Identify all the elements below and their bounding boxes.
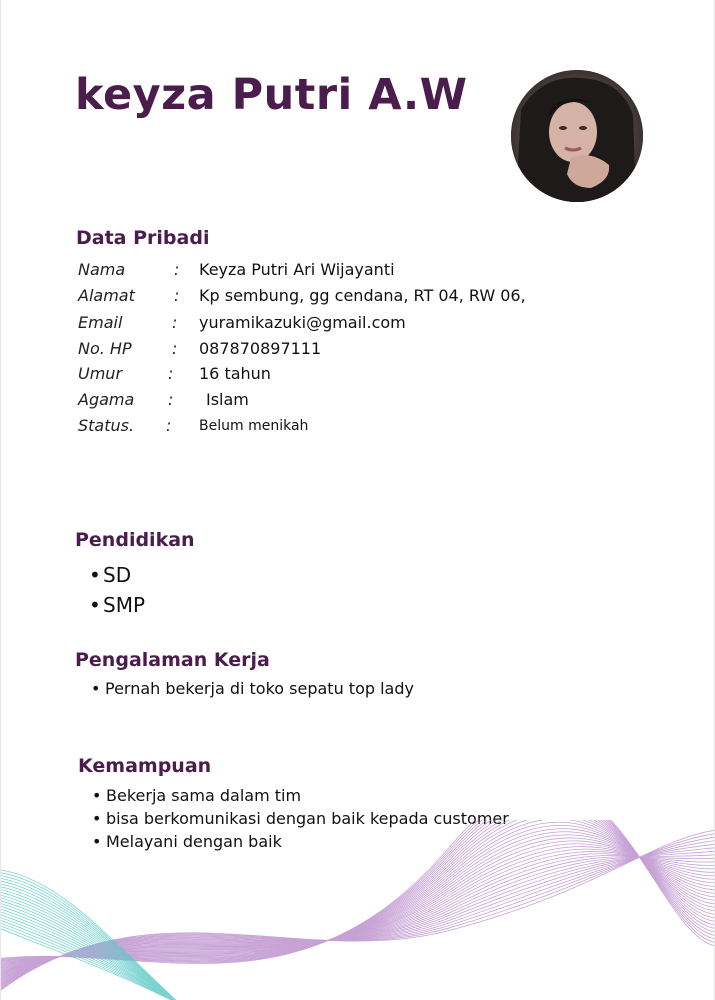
row-colon: : <box>174 286 180 305</box>
row-label: No. HP <box>78 339 132 358</box>
decorative-wave-lines <box>1 820 715 1000</box>
row-colon: : <box>174 260 180 279</box>
personal-row-status <box>1 416 715 440</box>
row-value: Belum menikah <box>199 418 309 434</box>
wave-line <box>1 857 715 982</box>
row-colon: : <box>166 416 172 435</box>
row-label: Status. <box>78 416 135 435</box>
personal-row-email <box>1 313 715 337</box>
row-label: Agama <box>78 390 135 409</box>
wave-line <box>1 837 715 988</box>
pengalaman-list <box>105 678 414 700</box>
list-item: • bisa berkomunikasi dengan baik kepada customer <box>106 807 509 830</box>
profile-photo-image <box>511 70 643 202</box>
wave-line <box>1 855 715 980</box>
row-label: Umur <box>78 364 123 383</box>
row-label: Nama <box>78 260 126 279</box>
section-title-pengalaman-kerja: Pengalaman Kerja <box>75 649 270 671</box>
list-item: • Bekerja sama dalam tim <box>106 784 509 807</box>
personal-row-umur <box>1 364 715 388</box>
row-label: Email <box>78 313 123 332</box>
personal-row-nama <box>1 260 715 284</box>
pendidikan-list <box>103 560 145 620</box>
cv-name-title: keyza Putri A.W <box>75 70 468 120</box>
personal-row-agama <box>1 390 715 414</box>
list-item: • Melayani dengan baik <box>106 830 509 853</box>
section-title-data-pribadi: Data Pribadi <box>76 227 210 249</box>
list-item: • Pernah bekerja di toko sepatu top lady <box>105 678 414 700</box>
list-item: • SD <box>103 560 145 590</box>
row-value: yuramikazuki@gmail.com <box>199 313 406 332</box>
row-value: 087870897111 <box>199 339 322 358</box>
personal-row-no-hp <box>1 339 715 363</box>
profile-photo <box>511 70 643 202</box>
row-value: Islam <box>206 390 249 409</box>
row-value: Keyza Putri Ari Wijayanti <box>199 260 395 279</box>
row-colon: : <box>168 390 174 409</box>
row-label: Alamat <box>78 286 135 305</box>
row-value: 16 tahun <box>199 364 271 383</box>
row-colon: : <box>172 313 178 332</box>
section-title-kemampuan: Kemampuan <box>78 755 212 777</box>
wave-line <box>1 855 715 984</box>
section-title-pendidikan: Pendidikan <box>75 529 195 551</box>
row-value: Kp sembung, gg cendana, RT 04, RW 06, <box>199 286 526 305</box>
personal-row-alamat <box>1 286 715 310</box>
row-colon: : <box>168 364 174 383</box>
row-colon: : <box>172 339 178 358</box>
list-item: • SMP <box>103 590 145 620</box>
